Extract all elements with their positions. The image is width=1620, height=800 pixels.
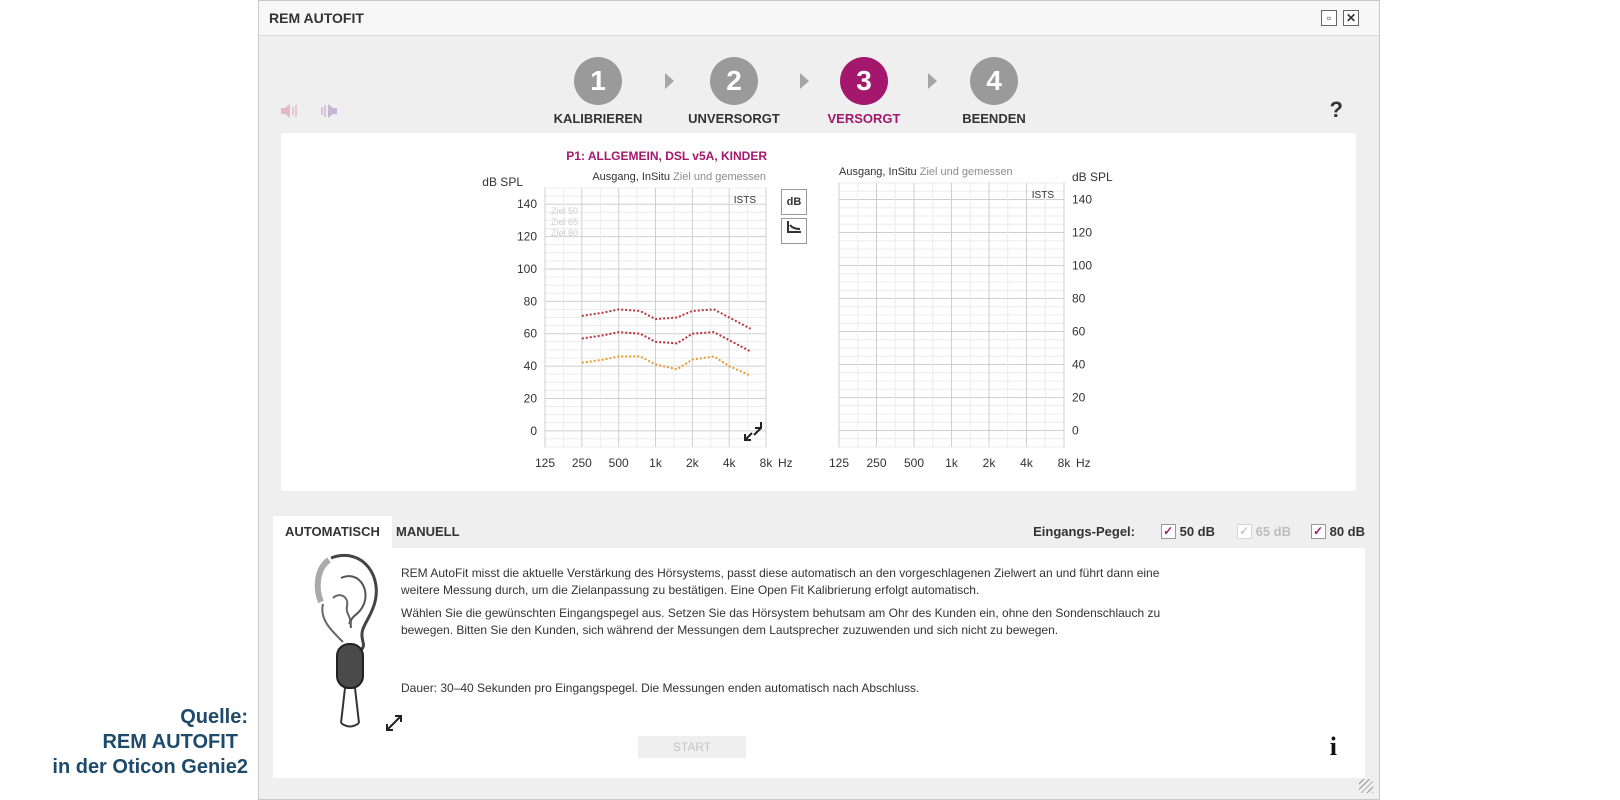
chart-right (829, 166, 1113, 470)
level-80-checkbox[interactable] (1311, 524, 1365, 540)
expand-icon[interactable] (385, 714, 403, 732)
x-tick-label: 2k (685, 456, 699, 470)
x-tick-label: 250 (866, 456, 887, 470)
ear-hearing-aid-illustration (293, 548, 393, 748)
y-tick-label: 60 (1072, 324, 1086, 339)
subtitle-main: Ausgang, InSitu (839, 166, 920, 178)
x-tick-label: 250 (571, 456, 592, 470)
y-tick-label: 80 (523, 294, 537, 309)
y-axis-label: dB SPL (482, 175, 523, 189)
source-line-3: in der Oticon Genie2 (52, 756, 248, 778)
x-tick-label: 8k (759, 456, 773, 470)
step-number: 3 (856, 65, 872, 96)
checkmark-icon: ✓ (1161, 524, 1176, 539)
y-tick-label: 40 (1072, 357, 1086, 372)
subtitle-main: Ausgang, InSitu (592, 171, 674, 183)
title-bar (259, 1, 1379, 36)
chart-subtitle (592, 171, 766, 183)
x-axis-unit: Hz (778, 456, 793, 470)
x-tick-label: 4k (722, 456, 736, 470)
start-button[interactable]: START (638, 736, 746, 758)
level-label: 65 dB (1255, 524, 1291, 539)
legend-entry: Ziel 65 (551, 217, 579, 227)
level-65-checkbox[interactable] (1237, 524, 1291, 540)
legend-entry: Ziel 80 (551, 228, 579, 238)
step-label: KALIBRIEREN (553, 111, 643, 126)
tab-manuell[interactable]: MANUELL (396, 524, 460, 539)
step-beenden[interactable] (934, 57, 1054, 126)
x-tick-label: 8k (1057, 456, 1071, 470)
step-versorgt[interactable] (804, 57, 924, 126)
window-title: REM AUTOFIT (269, 10, 364, 26)
chart-left (482, 149, 792, 470)
subtitle-extra: Ziel und gemessen (673, 171, 766, 183)
tabs-bar (273, 516, 1365, 548)
info-button[interactable]: i (1329, 732, 1337, 761)
instruction-paragraph-2: Wählen Sie die gewünschten Eingangspegel aus. Setzen Sie das Hörsystem behutsam am Ohr des Kunden ein, ohne den Sondenschlauch zu bewegen. Bitten Sie den Kunden, sich während der Messungen dem Lautsprecher zuzuwenden und sich nicht zu bewegen. (401, 606, 1161, 637)
x-tick-label: 1k (945, 456, 958, 470)
step-number-badge (840, 57, 888, 105)
y-tick-label: 100 (1072, 258, 1093, 273)
step-arrow-icon (665, 73, 674, 89)
rem-autofit-window (258, 0, 1380, 800)
signal-label: ISTS (733, 195, 756, 206)
x-axis-unit: Hz (1076, 456, 1091, 470)
checkmark-icon: ✓ (1237, 524, 1252, 539)
resize-grip-icon[interactable] (1359, 779, 1373, 793)
step-label: VERSORGT (827, 111, 901, 126)
y-axis-label: dB SPL (1072, 170, 1113, 184)
y-tick-label: 20 (523, 391, 537, 406)
x-tick-label: 125 (534, 456, 556, 470)
y-tick-label: 0 (1072, 423, 1079, 438)
step-number: 1 (590, 65, 606, 96)
level-50-checkbox[interactable] (1161, 524, 1215, 540)
y-tick-label: 120 (516, 229, 537, 244)
chart-subtitle (839, 166, 1013, 178)
instruction-paragraph-3: Dauer: 30–40 Sekunden pro Eingangspegel. Die Messungen enden automatisch nach Abschluss. (401, 681, 920, 695)
db-view-button[interactable]: dB (781, 189, 807, 215)
y-tick-label: 0 (530, 423, 537, 438)
curve-view-button[interactable] (781, 218, 807, 244)
y-tick-label: 80 (1072, 291, 1086, 306)
level-label: 80 dB (1329, 524, 1365, 539)
y-tick-label: 100 (516, 261, 537, 276)
x-tick-label: 125 (828, 456, 850, 470)
x-tick-label: 2k (982, 456, 996, 470)
input-levels-label: Eingangs-Pegel: (1033, 524, 1135, 539)
tab-automatisch[interactable]: AUTOMATISCH (273, 516, 392, 548)
x-tick-label: 1k (649, 456, 662, 470)
y-tick-label: 40 (523, 359, 537, 374)
speaker-right-icon[interactable] (319, 104, 339, 121)
y-tick-label: 140 (516, 197, 537, 212)
step-number: 2 (726, 65, 742, 96)
source-caption (52, 705, 248, 780)
instruction-panel (273, 548, 1365, 778)
close-button[interactable]: ✕ (1343, 10, 1359, 26)
speaker-left-icon[interactable] (279, 104, 299, 121)
checkmark-icon: ✓ (1311, 524, 1326, 539)
y-tick-label: 120 (1072, 225, 1093, 240)
step-label: BEENDEN (962, 111, 1026, 126)
step-number-badge (574, 57, 622, 105)
y-tick-label: 60 (523, 326, 537, 341)
legend-entry: Ziel 50 (551, 206, 579, 216)
step-label: UNVERSORGT (688, 111, 780, 126)
subtitle-extra: Ziel und gemessen (919, 166, 1013, 178)
chart-panel (281, 133, 1356, 491)
chart-title: P1: ALLGEMEIN, DSL v5A, KINDER (566, 149, 767, 163)
signal-label: ISTS (1031, 190, 1054, 201)
x-tick-label: 4k (1020, 456, 1033, 470)
step-number-badge (710, 57, 758, 105)
step-number-badge (970, 57, 1018, 105)
curve-icon (786, 220, 802, 234)
x-tick-label: 500 (608, 456, 629, 470)
source-line-1: Quelle: (180, 706, 248, 728)
charts-svg (281, 133, 1356, 491)
instruction-paragraph-1: REM AutoFit misst die aktuelle Verstärkung des Hörsystems, passt diese automatisch an den vorgeschlagenen Zielwert an und führt dann eine weitere Messung durch, um die Zielanpassung zu bestätigen. Eine Open Fit Kalibrierung erfolgt automatisch. (401, 566, 1160, 597)
step-unversorgt[interactable] (674, 57, 794, 126)
y-tick-label: 20 (1072, 390, 1086, 405)
maximize-button[interactable]: ▫ (1321, 10, 1337, 26)
source-line-2: REM AUTOFIT (102, 731, 238, 753)
y-tick-label: 140 (1072, 192, 1093, 207)
step-number: 4 (986, 65, 1002, 96)
step-kalibrieren[interactable] (538, 57, 658, 126)
x-tick-label: 500 (903, 456, 925, 470)
level-label: 50 dB (1179, 524, 1215, 539)
help-button[interactable]: ? (1329, 97, 1343, 122)
